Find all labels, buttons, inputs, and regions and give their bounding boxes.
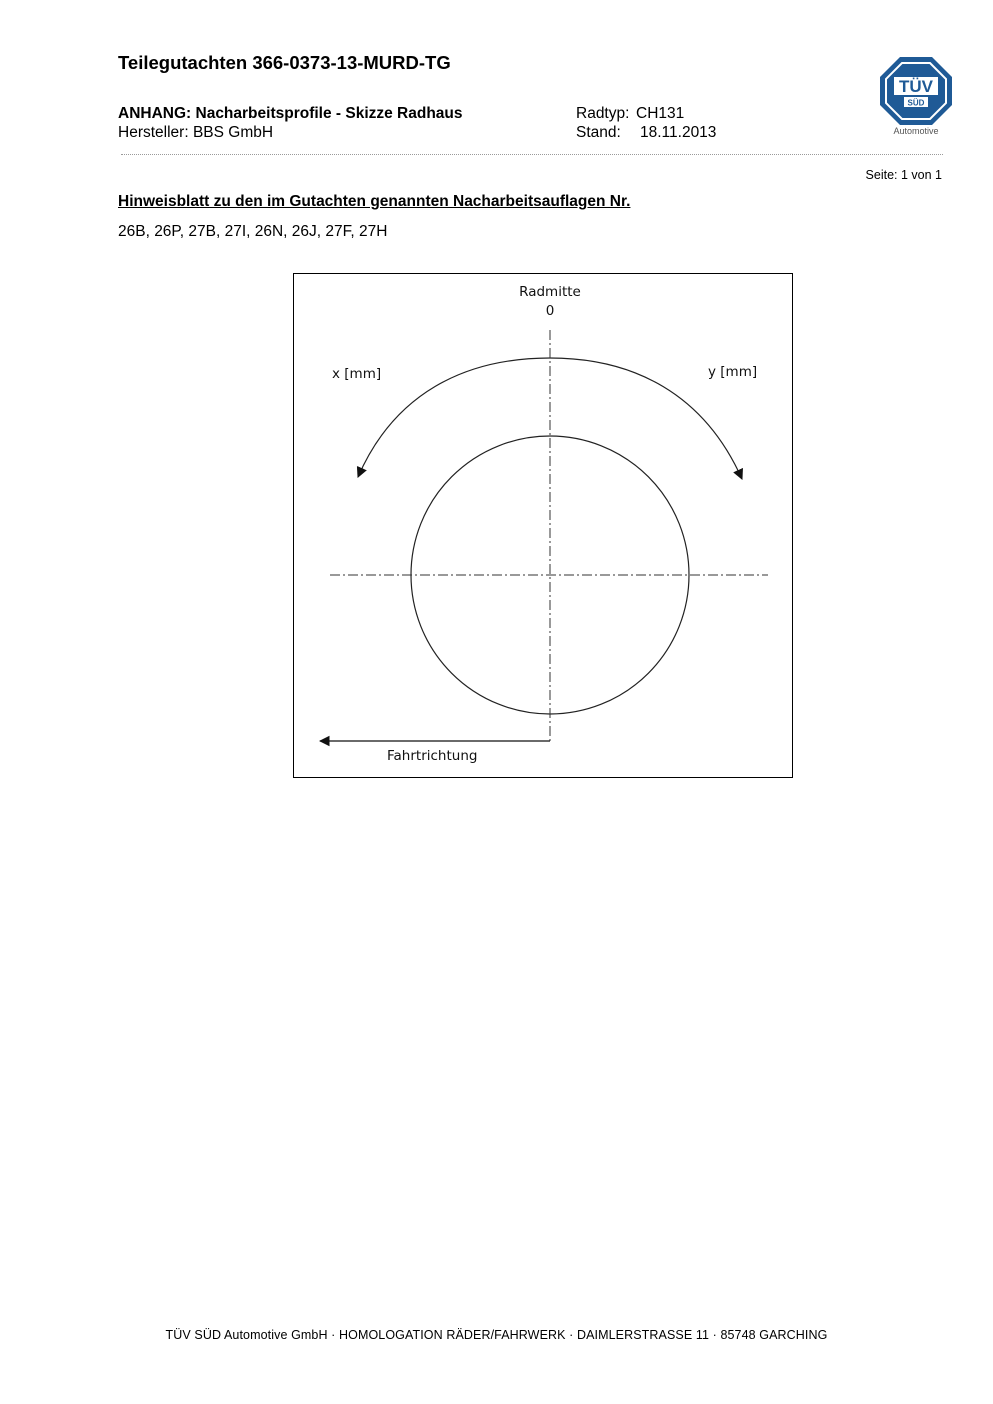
tuv-logo	[878, 55, 954, 137]
y-axis-label: y [mm]	[708, 364, 758, 380]
direction-label: Fahrtrichtung	[387, 748, 478, 764]
page-footer: TÜV SÜD Automotive GmbH · HOMOLOGATION RÄDER/FAHRWERK · DAIMLERSTRASSE 11 · 85748 GARCHING	[165, 1328, 828, 1342]
manufacturer-label: Hersteller:	[118, 124, 189, 141]
manufacturer-line	[118, 123, 273, 142]
date-value: 18.11.2013	[640, 124, 717, 141]
date-label: Stand:	[576, 124, 621, 141]
header-divider	[121, 154, 943, 155]
rework-codes: 26B, 26P, 27B, 27I, 26N, 26J, 27F, 27H	[118, 223, 388, 240]
annex-label: ANHANG:	[118, 105, 192, 122]
document-title: Teilegutachten 366-0373-13-MURD-TG	[118, 52, 451, 73]
section-heading: Hinweisblatt zu den im Gutachten genannten Nacharbeitsauflagen Nr.	[118, 193, 631, 210]
annex-line	[118, 104, 463, 123]
annex-text: Nacharbeitsprofile - Skizze Radhaus	[195, 105, 463, 122]
center-label: Radmitte	[519, 284, 581, 300]
logo-caption: Automotive	[893, 126, 939, 136]
wheel-type-line	[576, 104, 684, 123]
zero-label: 0	[545, 303, 555, 319]
logo-mark-text: TÜV	[899, 77, 933, 96]
x-axis-label: x [mm]	[332, 366, 382, 382]
page-number: Seite: 1 von 1	[865, 168, 942, 182]
x-direction-arc	[358, 358, 550, 477]
date-line	[576, 123, 716, 142]
wheel-type-value: CH131	[636, 105, 685, 122]
manufacturer-value: BBS GmbH	[192, 124, 274, 141]
logo-sub-text: SÜD	[907, 98, 925, 108]
wheelhouse-sketch	[293, 273, 793, 778]
wheel-type-label: Radtyp:	[576, 105, 630, 122]
